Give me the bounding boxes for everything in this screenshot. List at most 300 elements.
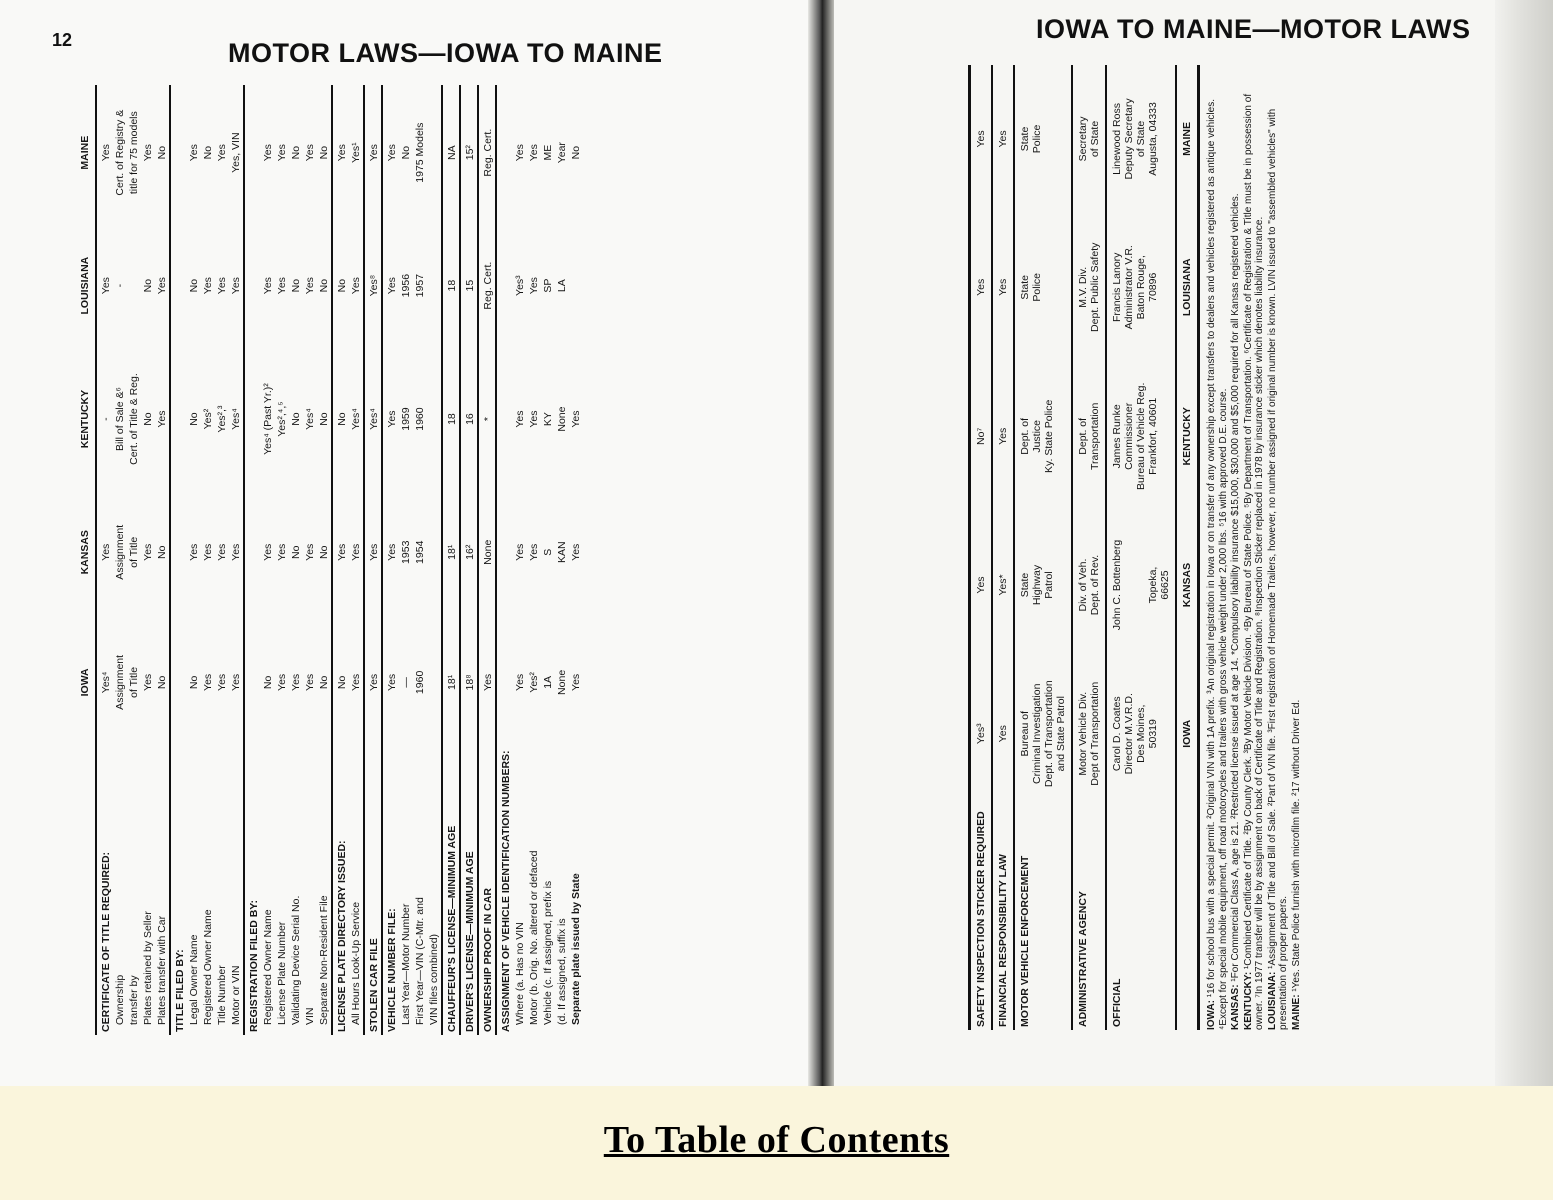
cell-value: 1960 [414,670,426,695]
cell-value: Yes [528,543,540,561]
section-heading-row [460,85,478,1035]
table-row [413,85,427,1035]
row-label: MOTOR VEHICLE ENFORCEMENT [1014,808,1072,1030]
table-row [1106,65,1176,1030]
cell-value: Yes [970,511,993,659]
left-table-body [96,85,583,1035]
footnote-text: ¹Yes. State Police furnish with microfilm file. ²17 without Driver Ed. [1290,699,1302,992]
cell-value: of Title [128,666,140,698]
section-heading-row [364,85,382,1035]
right-page-title: IOWA TO MAINE—MOTOR LAWS [1036,14,1471,44]
state-header: KENTUCKY [78,351,96,487]
cell-value: Yes [96,487,113,617]
cell-value: No [188,412,200,426]
cell-value: Yes [350,543,362,561]
cell-value: None [556,669,568,695]
table-row [427,85,442,1035]
cell-value: 1A [542,675,554,689]
section-heading: OWNERSHIP PROOF IN CAR [478,747,496,1035]
cell-value: Yes, VIN [230,132,242,173]
section-heading-row [244,85,261,1035]
table-row [215,85,229,1035]
cell-value: 1959 [400,407,412,431]
table-row [527,85,541,1035]
cell-value: Yes [992,362,1014,511]
row-label: ADMINISTRATIVE AGENCY [1072,808,1106,1030]
section-heading: LICENSE PLATE DIRECTORY ISSUED: [332,747,349,1035]
table-row [541,85,555,1035]
cell-value: No [156,145,168,160]
state-footer: KANSAS [1176,511,1199,659]
row-label: Last Year—Motor Number [400,903,412,1025]
state-header: LOUISIANA [78,220,96,351]
cell-value: Yes⁴ [350,408,362,430]
row-label: Motor or VIN [230,965,242,1025]
cell-value [127,220,141,351]
state-header: KANSAS [78,487,96,617]
right-table-rotated [968,65,1468,1030]
section-heading-row [496,85,513,1035]
cell-value: Yes² [528,672,540,693]
header-blank [78,747,96,1035]
cell-value: Yes [216,277,228,295]
cell-value [427,220,442,351]
cell-value: 18 [442,220,460,351]
cell-value: Yes [528,277,540,295]
row-label: SAFETY INSPECTION STICKER REQUIRED [970,808,993,1030]
cell-value [569,220,583,351]
cell-value: Reg. Cert. [478,220,496,351]
cell-value: * [478,351,496,487]
cell-value: State Highway Patrol [1014,511,1072,659]
cell-value: State Police [1014,213,1072,362]
cell-value: No [290,545,302,559]
cell-value: KAN [556,541,568,564]
cell-value [496,487,513,617]
cell-value: No [318,278,330,293]
cell-value: Bill of Sale &⁶ [114,387,126,451]
footnote [1230,65,1242,1030]
cell-value: — [400,677,412,688]
cell-value: Yes [350,277,362,295]
cell-value: Yes [188,543,200,561]
cell-value: Yes [304,543,316,561]
cell-value: State Police [1014,65,1072,213]
cell-value: Yes [142,144,154,162]
cell-value: Yes [202,543,214,561]
cell-value: 15² [460,85,478,220]
row-label: VIN files combined) [428,933,440,1025]
cell-value: Yes⁴ [96,617,113,747]
cell-value: Yes [382,220,399,351]
cell-value: No [570,145,582,160]
cell-value: Yes [262,277,274,295]
left-table-rotated [78,85,718,1035]
cell-value: Assignment [114,524,126,580]
footnote [1206,65,1229,1030]
row-label: (d. If assigned, suffix is [556,918,568,1025]
cell-value [496,220,513,351]
footnote-state: KANSAS: [1230,984,1241,1030]
cell-value: Yes [304,277,316,295]
cell-value: Yes* [992,511,1014,659]
cell-value [427,487,442,617]
section-heading: TITLE FILED BY: [170,747,187,1035]
cell-value: No [332,351,349,487]
cell-value: Yes [364,85,382,220]
cell-value: Yes [970,213,993,362]
cell-value: None [478,487,496,617]
footnote [1291,65,1303,1030]
row-label: Vehicle (c. If assigned, prefix is [542,880,554,1025]
section-heading: ASSIGNMENT OF VEHICLE IDENTIFICATION NUMBERS: [496,747,513,1035]
table-row [113,85,127,1035]
state-footer: KENTUCKY [1176,362,1199,511]
cell-value: Yes²,⁴,⁵ [276,401,288,437]
row-label: Where (a. Has no VIN [514,922,526,1025]
table-row [275,85,289,1035]
cell-value: Yes³ [514,275,526,296]
cell-value: of Title [128,536,140,568]
cell-value: 18 [442,351,460,487]
cell-value: Linewood Ross Deputy Secretary of State Augusta, 04333 [1106,65,1176,213]
cell-value: Yes [262,144,274,162]
cell-value: Yes [202,673,214,691]
section-heading: REGISTRATION FILED BY: [244,747,261,1035]
cell-value: Yes [230,673,242,691]
row-label: Registered Owner Name [202,909,214,1025]
cell-value: Francis Lanory Administrator V.R. Baton Rouge, 70896 [1106,213,1176,362]
cell-value: Yes [142,673,154,691]
footnote-text: ¹Assignment of Title and Bill of Sale. ²Part of VIN file. ³First registration of Homemade Trailers, however, no number assigned if original number is known. LVIN issued to "assembled vehicles" with presentation of proper papers. [1266,108,1289,1030]
cell-value: ME [542,144,554,161]
cell-value: Yes [514,410,526,428]
cell-value: Yes⁴ [230,408,242,430]
cell-value: 1953 [400,540,412,564]
cell-value: Assignment [114,654,126,710]
cell-value: Yes [570,410,582,428]
row-label: Plates transfer with Car [156,915,168,1025]
table-row [992,65,1014,1030]
page-number: 12 [52,30,73,50]
section-heading-row [170,85,187,1035]
cell-value: No [262,675,274,690]
cell-value [244,220,261,351]
cell-value: Yes [514,144,526,162]
table-row [555,85,569,1035]
cell-value: Yes [364,617,382,747]
cell-value: No [188,278,200,293]
cell-value: John C. Bottenberg Topeka, 66625 [1106,511,1176,659]
cell-value: 1957 [414,273,426,298]
cell-value: Carol D. Coates Director M.V.R.D. Des Moines, 50319 [1106,659,1176,808]
motor-laws-table-right [968,65,1200,1030]
cell-value: Bureau of Criminal Investigation Dept. of Transportation and State Patrol [1014,659,1072,808]
cell-value: Yes²,³ [216,405,228,433]
cell-value: Cert. of Registry & [114,109,126,196]
row-label: Plates retained by Seller [142,911,154,1025]
state-header: IOWA [78,617,96,747]
cell-value [244,351,261,487]
cell-value: 18¹ [442,617,460,747]
cell-value: 18¹ [442,487,460,617]
table-row [1014,65,1072,1030]
cell-value: Yes [332,85,349,220]
cell-value: Yes [992,213,1014,362]
row-label: OFFICIAL [1106,808,1176,1030]
row-label: License Plate Number [276,921,288,1025]
table-row [187,85,201,1035]
cell-value: No [142,278,154,293]
cell-value: Div. of Veh. Dept. of Rev. [1072,511,1106,659]
book-gutter [808,0,834,1086]
cell-value: Yes [276,277,288,295]
cell-value: 18⁸ [460,617,478,747]
cell-value: No [156,545,168,559]
footer-blank [1176,808,1199,1030]
cell-value: Yes [382,617,399,747]
table-row [970,65,993,1030]
cell-value: Dept. of Justice Ky. State Police [1014,362,1072,511]
cell-value: Yes [96,85,113,220]
cell-value: 16² [460,487,478,617]
cell-value: 16 [460,351,478,487]
table-row [569,85,583,1035]
table-row [201,85,215,1035]
state-footer-row [1176,65,1199,1030]
cell-value: KY [542,412,554,427]
row-label: Separate plate issued by State [570,873,582,1025]
cell-value: No⁷ [970,362,993,511]
row-label: Title Number [216,965,228,1025]
cell-value: 15 [460,220,478,351]
cell-value [496,617,513,747]
cell-value: No [332,220,349,351]
section-heading-row [96,85,113,1035]
cell-value: Yes³ [970,659,993,808]
section-heading: CHAUFFEUR'S LICENSE—MINIMUM AGE [442,747,460,1035]
cell-value: James Runke Commissioner Bureau of Vehicle Reg. Frankfort, 40601 [1106,362,1176,511]
cell-value: No [318,675,330,690]
cell-value: Yes [262,543,274,561]
cell-value: Yes [156,277,168,295]
cell-value: - [114,283,126,288]
cell-value: Yes [304,144,316,162]
table-row [303,85,317,1035]
cell-value: Yes [350,673,362,691]
cell-value [244,617,261,747]
footnote-state: MAINE: [1290,994,1302,1030]
section-heading: STOLEN CAR FILE [364,747,382,1035]
section-heading-row [478,85,496,1035]
state-header-row [78,85,96,1035]
footnote [1243,65,1266,1030]
table-row [349,85,364,1035]
footnotes [1200,65,1302,1030]
cell-value: Yes [290,673,302,691]
cell-value: No [156,675,168,690]
cell-value: Secretary of State [1072,65,1106,213]
row-label: Separate Non-Resident File [318,895,330,1025]
row-label: transfer by [128,975,140,1025]
cell-value [170,220,187,351]
state-header: MAINE [78,85,96,220]
state-footer: IOWA [1176,659,1199,808]
cell-value: Yes [478,617,496,747]
cell-value: Dept. of Transportation [1072,362,1106,511]
cell-value: 1954 [414,540,426,564]
cell-value: Yes [276,673,288,691]
row-label: Ownership [114,974,126,1025]
cell-value [170,617,187,747]
cell-value: Yes [528,410,540,428]
cell-value [427,617,442,747]
row-label: VIN [304,1007,316,1025]
state-footer: LOUISIANA [1176,213,1199,362]
cell-value: Yes [970,65,993,213]
cell-value: Yes [514,673,526,691]
cell-value: Yes [156,410,168,428]
cell-value: Yes² [202,408,214,430]
cell-value: 1975 Models [414,122,426,183]
section-heading-row [442,85,460,1035]
cell-value: Yes [216,543,228,561]
cell-value: Yes¹ [350,142,362,163]
table-row [1072,65,1106,1030]
page-edge-shadow [1495,0,1553,1086]
cell-value: Yes [382,85,399,220]
cell-value: SP [542,278,554,293]
row-label: All Hours Look-Up Service [350,901,362,1025]
cell-value: Cert. of Title & Reg. [128,373,140,465]
footnote [1267,65,1290,1030]
cell-value: None [556,406,568,432]
cell-value: NA [442,85,460,220]
cell-value: No [332,617,349,747]
cell-value: Year [556,142,568,164]
cell-value: - [96,351,113,487]
row-label: Validating Device Serial No. [290,895,302,1025]
cell-value: No [202,145,214,160]
table-row [141,85,155,1035]
cell-value: Yes [216,144,228,162]
cell-value: title for 75 models [128,111,140,195]
cell-value: No [290,412,302,426]
cell-value: S [542,548,554,556]
section-heading: CERTIFICATE OF TITLE REQUIRED: [96,747,113,1035]
cell-value [496,85,513,220]
cell-value: LA [556,279,568,293]
section-heading-row [382,85,399,1035]
cell-value: Reg. Cert. [478,85,496,220]
row-label: Motor (b. Orig. No. altered or defaced [528,850,540,1025]
cell-value: Yes [528,144,540,162]
footnote-state: IOWA: [1206,1000,1217,1030]
cell-value: M.V. Div. Dept. Public Safety [1072,213,1106,362]
cell-value: 1956 [400,273,412,298]
row-label: First Year—VIN (C-Mtr. and [414,897,426,1025]
footnote-state: LOUISIANA: [1266,971,1278,1030]
cell-value: Yes [332,487,349,617]
cell-value: No [290,278,302,293]
section-heading-row [332,85,349,1035]
cell-value: Yes⁴ [304,408,316,430]
table-row [229,85,244,1035]
table-row [127,85,141,1035]
motor-laws-table-left [78,85,583,1035]
cell-value: Yes [276,144,288,162]
cell-value: Yes [570,673,582,691]
footnote-state: KENTUCKY: [1242,971,1254,1030]
table-row [317,85,332,1035]
cell-value: No [400,145,412,160]
table-row [261,85,275,1035]
cell-value [244,487,261,617]
cell-value: No [188,675,200,690]
table-row [155,85,170,1035]
cell-value: No [318,412,330,426]
cell-value: No [318,545,330,559]
cell-value: No [318,145,330,160]
cell-value: Yes [364,487,382,617]
cell-value: Yes [188,144,200,162]
right-table-body [970,65,1177,1030]
left-page-title: MOTOR LAWS—IOWA TO MAINE [228,38,663,68]
section-heading: VEHICLE NUMBER FILE: [382,747,399,1035]
cell-value: No [290,145,302,160]
cell-value [170,351,187,487]
footnote-text: ¹For Commercial Class A, age is 21. ²Restricted license issued at age 14. *Compulsory liability insurance $15,000, $30,000 and $5,000 required for all Kansas registered vehicles. [1230,193,1241,982]
cell-value: Yes [276,543,288,561]
cell-value: Yes [142,543,154,561]
table-row [399,85,413,1035]
cell-value [244,85,261,220]
cell-value: Motor Vehicle Div. Dept of Transportation [1072,659,1106,808]
cell-value [427,351,442,487]
footnote-text: ¹Combined Certificate of Title. ²By County Clerk. ³By Motor Vehicle Division. ⁴By Bureau of State Police. ⁵By Department of Transportation. ⁶Certificate of Registration & Title must be in possession of owner. ⁷In 1977 transfer will be by assignment on back of Certificate of Title and Registration. ⁸Inspection Sticker replaced in 1978 by insurance sticker which denotes liability insurance. [1242,93,1265,1030]
state-footer: MAINE [1176,65,1199,213]
cell-value: Yes⁴ [364,351,382,487]
cell-value: Yes [382,351,399,487]
cell-value: Yes [96,220,113,351]
cell-value: Yes [992,659,1014,808]
cell-value: Yes⁴ (Past Yr.)² [262,383,274,455]
cell-value: Yes⁸ [364,220,382,351]
cell-value: Yes [382,487,399,617]
row-label: Registered Owner Name [262,909,274,1025]
footnote-text: ¹16 for school bus with a special permit. ²Original VIN with 1A prefix. ³An original registration in Iowa or on transfer of any ownership except transfers to dealers and vehicles registered as antique vehicles. ⁴Except for special mobile equipment, off road motorcycles and trailers with gross vehicle weight under 2,000 lbs. ⁵16 with approved D.E. course. [1206,99,1229,1030]
table-row [289,85,303,1035]
cell-value: Yes [230,277,242,295]
row-label: Legal Owner Name [188,934,200,1025]
cell-value: 1960 [414,407,426,431]
table-of-contents-link[interactable]: To Table of Contents [603,1119,950,1161]
cell-value: Yes [570,543,582,561]
cell-value: Yes [202,277,214,295]
cell-value: Yes [992,65,1014,213]
cell-value: Yes [230,543,242,561]
cell-value [427,85,442,220]
section-heading: DRIVER'S LICENSE—MINIMUM AGE [460,747,478,1035]
row-label: FINANCIAL RESPONSIBILITY LAW [992,808,1014,1030]
cell-value [170,487,187,617]
table-row [513,85,527,1035]
cell-value: No [142,412,154,426]
cell-value [496,351,513,487]
cell-value: Yes [514,543,526,561]
cell-value: Yes [304,673,316,691]
cell-value [170,85,187,220]
